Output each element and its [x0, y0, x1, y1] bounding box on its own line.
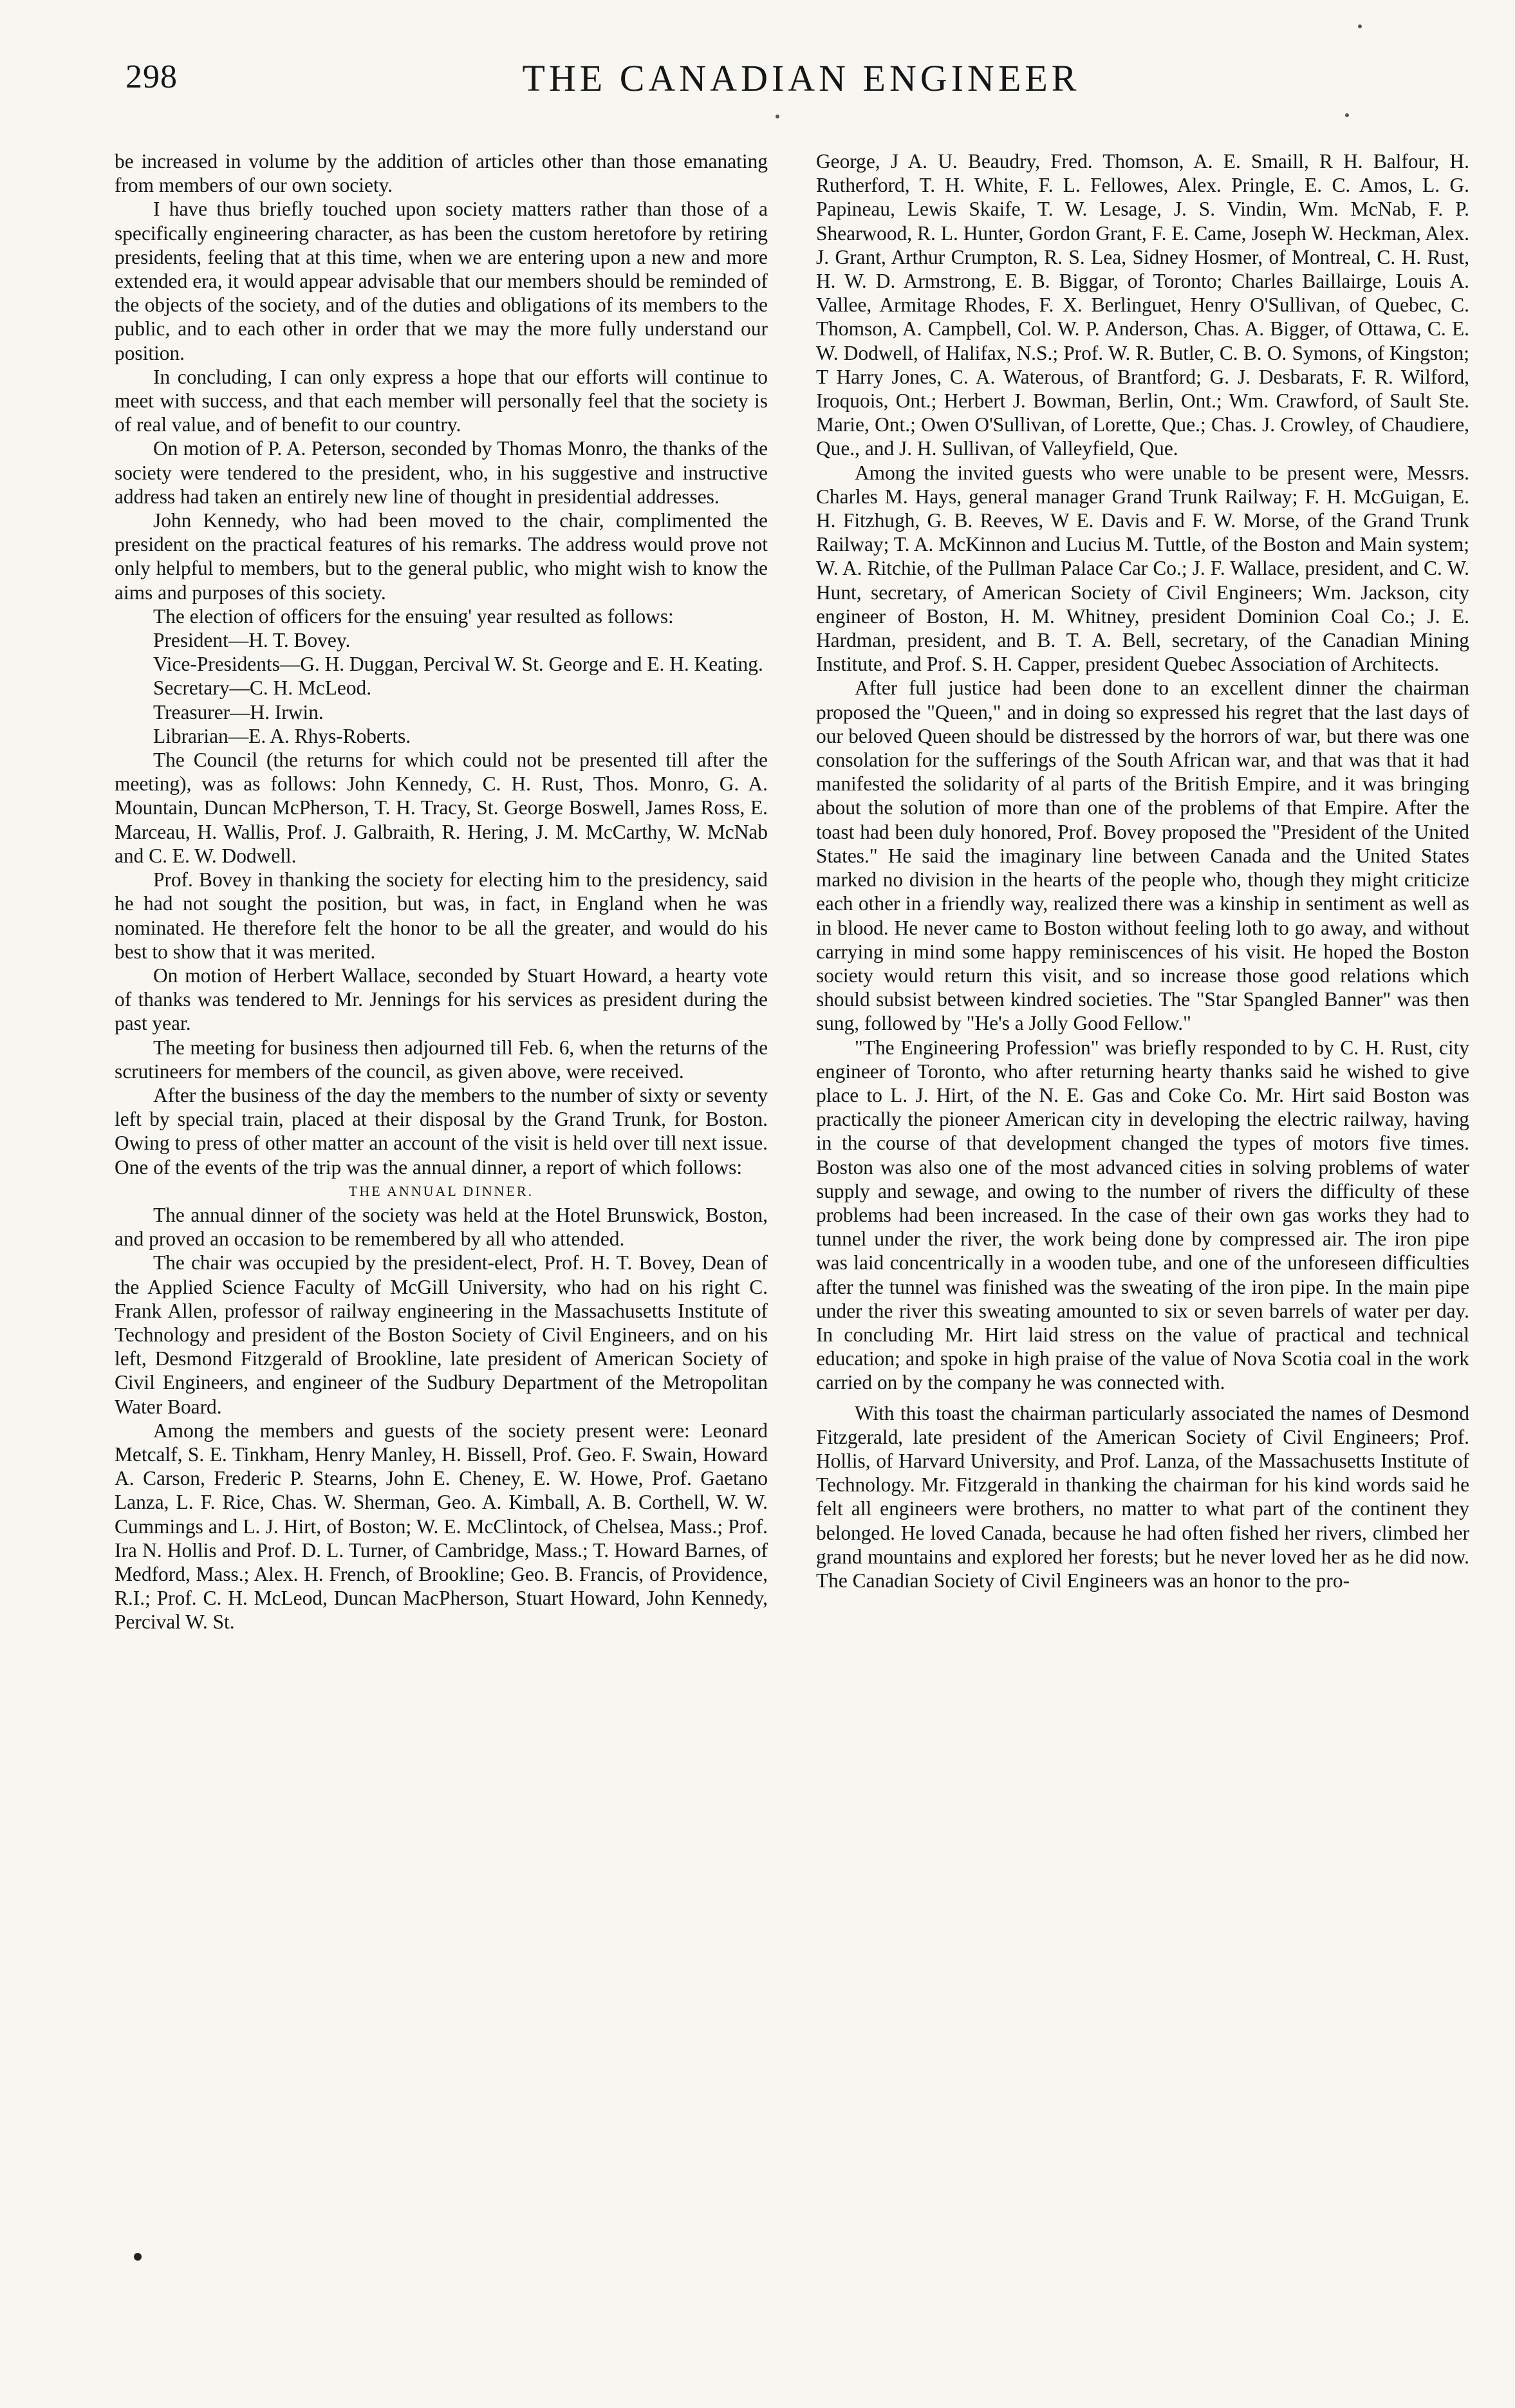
- paragraph: The meeting for business then adjourned till Feb. 6, when the returns of the scrutineers for members of the council, as given above, were received.: [115, 1036, 768, 1083]
- paragraph: On motion of Herbert Wallace, seconded by Stuart Howard, a hearty vote of thanks was tendered to Mr. Jennings for his services as president during the past year.: [115, 964, 768, 1035]
- section-heading: THE ANNUAL DINNER.: [348, 1182, 534, 1199]
- print-speck: [776, 115, 779, 118]
- paragraph: John Kennedy, who had been moved to the chair, complimented the president on the practical features of his remarks. The address would prove not only helpful to members, but to the general public, who might wish to know the aims and purposes of this society.: [115, 509, 768, 604]
- page-number: 298: [125, 59, 178, 95]
- print-speck: [1345, 113, 1349, 117]
- paragraph: The chair was occupied by the president-elect, Prof. H. T. Bovey, Dean of the Applied Science Faculty of McGill University, who had on his right C. Frank Allen, professor of railway engineering in the Massachusetts Institute of Technology and president of the Boston Society of Civil Engineers, and on his left, Desmond Fitzgerald of Brookline, late president of American Society of Civil Engineers, and engineer of the Sudbury Department of the Metropolitan Water Board.: [115, 1251, 768, 1418]
- right-column: [816, 149, 1469, 1592]
- paragraph: With this toast the chairman particularly associated the names of Desmond Fitzgerald, late president of the American Society of Civil Engineers; Prof. Hollis, of Harvard University, and Prof. Lanza, of the Massachusetts Institute of Technology. Mr. Fitzgerald in thanking the chairman for his kind words said he felt all engineers were brothers, no matter to what part of the continent they belonged. He loved Canada, because he had often fished her rivers, climbed her grand mountains and explored her forests; but he never loved her as he did now. The Canadian Society of Civil Engineers was an honor to the pro-: [816, 1401, 1469, 1592]
- article-body: [115, 149, 1473, 2351]
- page-header: [125, 50, 1477, 121]
- officer-librarian: Librarian—E. A. Rhys-Roberts.: [153, 724, 411, 747]
- paragraph: On motion of P. A. Peterson, seconded by Thomas Monro, the thanks of the society were tendered to the president, who, in his suggestive and instructive address had taken an entirely new line of thought in presidential addresses.: [115, 437, 768, 508]
- officer-treasurer: Treasurer—H. Irwin.: [153, 700, 324, 723]
- journal-title: THE CANADIAN ENGINEER: [522, 57, 1081, 99]
- officer-secretary: Secretary—C. H. McLeod.: [153, 677, 372, 700]
- paragraph: The election of officers for the ensuing' year resulted as follows:: [153, 604, 674, 628]
- paragraph: After full justice had been done to an excellent dinner the chairman proposed the "Queen," and in doing so expressed his regret that the last days of our beloved Queen should be distressed by the horrors of war, but there was one consolation for the sufferings of the South African war, and that was that it had manifested the solidarity of al parts of the British Empire, and it was bringing about the solution of more than one of the problems of that Empire. After the toast had been duly honored, Prof. Bovey proposed the "President of the United States." He said the imaginary line between Canada and the United States marked no division in the hearts of the people who, though they might criticize each other in a friendly way, realized there was a kinship in sentiment as well as in blood. He never came to Boston without feeling loth to go away, and without carrying in mind some happy reminiscences of his visit. He hoped the Boston society would return this visit, and so increase those good relations which should subsist between kindred societies. The "Star Spangled Banner" was then sung, followed by "He's a Jolly Good Fellow.": [816, 677, 1469, 1035]
- paragraph: The Council (the returns for which could not be presented till after the meeting), was as follows: John Kennedy, C. H. Rust, Thos. Monro, G. A. Mountain, Duncan McPherson, T. H. Tracy, St. George Boswell, James Ross, E. Marceau, H. Wallis, Prof. J. Galbraith, R. Hering, J. M. McCarthy, W. McNab and C. E. W. Dodwell.: [115, 749, 768, 867]
- print-mark: [134, 2253, 142, 2261]
- paragraph: The annual dinner of the society was held at the Hotel Brunswick, Boston, and proved an occasion to be remembered by all who attended.: [115, 1203, 768, 1251]
- paragraph: George, J A. U. Beaudry, Fred. Thomson, A. E. Smaill, R H. Balfour, H. Rutherford, T. H. White, F. L. Fellowes, Alex. Pringle, E. C. Amos, L. G. Papineau, Lewis Skaife, T. W. Lesage, J. S. Vindin, Wm. McNab, F. P. Shearwood, R. L. Hunter, Gordon Grant, F. E. Came, Joseph W. Heckman, Alex. J. Grant, Arthur Crumpton, R. S. Lea, Sidney Hosmer, of Montreal, C. H. Rust, H. W. D. Armstrong, E. B. Biggar, of Toronto; Charles Baillairge, Louis A. Vallee, Armitage Rhodes, F. X. Berlinguet, Henry O'Sullivan, of Quebec, C. Thomson, A. Campbell, Col. W. P. Anderson, Chas. A. Bigger, of Ottawa, C. E. W. Dodwell, of Halifax, N.S.; Prof. W. R. Butler, C. B. O. Symons, of Kingston; T Harry Jones, C. A. Waterous, of Brantford; G. J. Desbarats, F. R. Wilford, Iroquois, Ont.; Herbert J. Bowman, Berlin, Ont.; Wm. Crawford, of Sault Ste. Marie, Ont.; Owen O'Sullivan, of Lorette, Que.; Chas. J. Crowley, of Chaudiere, Que., and J. H. Sullivan, of Valleyfield, Que.: [816, 150, 1469, 460]
- paragraph: I have thus briefly touched upon society matters rather than those of a specifically engineering character, as has been the custom heretofore by retiring presidents, feeling that at this time, when we are entering upon a new and more extended era, it would appear advisable that our members should be reminded of the objects of the society, and of the duties and obligations of its members to the public, and to each other in order that we may the more fully understand our position.: [115, 198, 768, 364]
- paragraph: After the business of the day the members to the number of sixty or seventy left by special train, placed at their disposal by the Grand Trunk, for Boston. Owing to press of other matter an account of the visit is held over till next issue. One of the events of the trip was the annual dinner, a report of which follows:: [115, 1083, 768, 1179]
- officer-vice-presidents: Vice-Presidents—G. H. Duggan, Percival W. St. George and E. H. Keating.: [153, 653, 763, 676]
- print-speck: [1358, 24, 1362, 28]
- paragraph: In concluding, I can only express a hope that our efforts will continue to meet with success, and that each member will personally feel that the society is of real value, and of benefit to our country.: [115, 365, 768, 436]
- left-column: [115, 149, 768, 1634]
- paragraph: Among the invited guests who were unable to be present were, Messrs. Charles M. Hays, general manager Grand Trunk Railway; F. H. McGuigan, E. H. Fitzhugh, G. B. Reeves, W E. Davis and F. W. Morse, of the Grand Trunk Railway; T. A. McKinnon and Lucius M. Tuttle, of the Boston and Main system; W. A. Ritchie, of the Pullman Palace Car Co.; J. F. Wallace, president, and C. W. Hunt, secretary, of American Society of Civil Engineers; Wm. Jackson, city engineer of Boston, H. M. Whitney, president Dominion Coal Co.; J. E. Hardman, president, and B. T. A. Bell, secretary, of the Canadian Mining Institute, and Prof. S. H. Capper, president Quebec Association of Architects.: [816, 461, 1469, 676]
- officer-president: President—H. T. Bovey.: [153, 629, 351, 652]
- paragraph: be increased in volume by the addition of articles other than those emanating from members of our own society.: [115, 150, 768, 197]
- paragraph: "The Engineering Profession" was briefly responded to by C. H. Rust, city engineer of Toronto, who after returning hearty thanks said he wished to give place to L. J. Hirt, of the N. E. Gas and Coke Co. Mr. Hirt said Boston was practically the pioneer American city in developing the electric railway, having in the course of that development changed the types of motors five times. Boston was also one of the most advanced cities in solving problems of water supply and sewage, and owing to the number of rivers the difficulty of these problems had been increased. In the case of their own gas works they had to tunnel under the river, the work being done by compressed air. The iron pipe was laid concentrically in a wooden tube, and one of the unforeseen difficulties after the tunnel was finished was the sweating of the iron pipe. In the main pipe under the river this sweating amounted to six or seven barrels of water per day. In concluding Mr. Hirt laid stress on the value of practical and technical education; and spoke in high praise of the value of Nova Scotia coal in the work carried on by the company he was connected with.: [816, 1036, 1469, 1394]
- paragraph: Among the members and guests of the society present were: Leonard Metcalf, S. E. Tinkham, Henry Manley, H. Bissell, Prof. Geo. F. Swain, Howard A. Carson, Frederic P. Stearns, John E. Cheney, E. W. Howe, Prof. Gaetano Lanza, L. F. Rice, Chas. W. Sherman, Geo. A. Kimball, A. B. Corthell, W. W. Cummings and L. J. Hirt, of Boston; W. E. McClintock, of Chelsea, Mass.; Prof. Ira N. Hollis and Prof. D. L. Turner, of Cambridge, Mass.; T. Howard Barnes, of Medford, Mass.; Alex. H. French, of Brookline; Geo. B. Francis, of Providence, R.I.; Prof. C. H. McLeod, Duncan MacPherson, Stuart Howard, John Kennedy, Percival W. St.: [115, 1419, 768, 1634]
- paragraph: Prof. Bovey in thanking the society for electing him to the presidency, said he had not sought the position, but was, in fact, in England when he was nominated. He therefore felt the honor to be all the greater, and would do his best to show that it was merited.: [115, 868, 768, 963]
